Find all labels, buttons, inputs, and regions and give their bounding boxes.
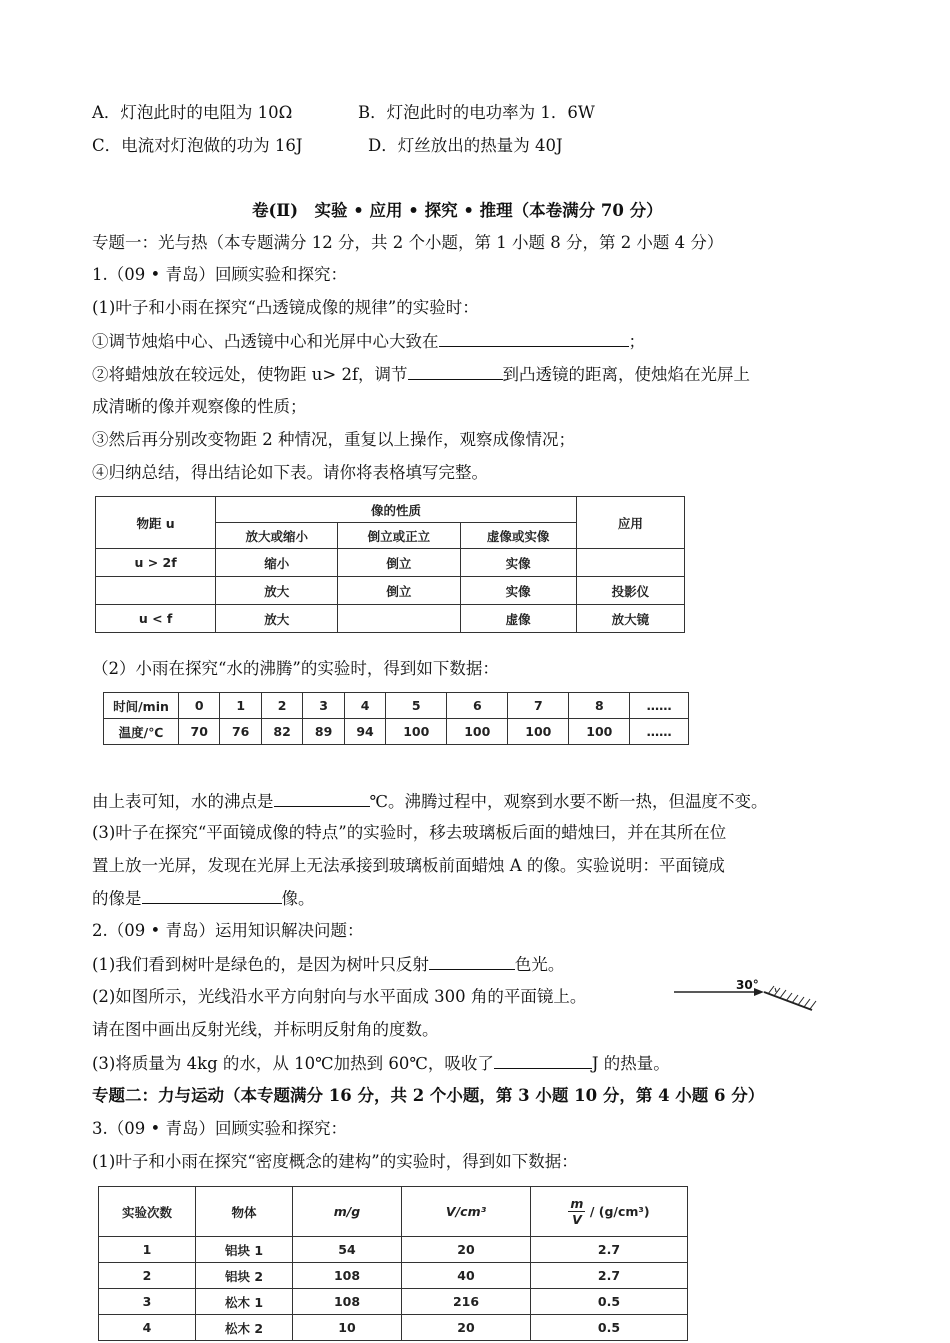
q2-part1-text: (1)我们看到树叶是绿色的，是因为树叶只反射 xyxy=(92,955,429,974)
topic1-heading: 专题一：光与热（本专题满分 12 分，共 2 个小题，第 1 小题 8 分，第 2 小题 4 分） xyxy=(92,233,724,252)
ratio-unit: / (g/cm³) xyxy=(589,1204,650,1219)
table-cell[interactable] xyxy=(338,605,460,633)
answer-blank[interactable] xyxy=(274,790,370,807)
boil-table xyxy=(103,692,689,745)
table-cell: 54 xyxy=(293,1237,402,1263)
boil-temp-label: 温度/℃ xyxy=(104,719,179,745)
answer-blank[interactable] xyxy=(439,330,629,347)
angle-label: 30° xyxy=(736,978,759,992)
table-cell: …… xyxy=(630,719,689,745)
lens-table xyxy=(95,496,685,633)
q1-part3-end: 像。 xyxy=(281,889,315,908)
ratio-fraction xyxy=(568,1196,585,1227)
table-cell: 倒立 xyxy=(338,577,460,605)
q1-step2-text: ②将蜡烛放在较远处，使物距 u> 2f，调节 xyxy=(92,365,408,384)
table-cell: 放大 xyxy=(216,605,338,633)
table-cell: 0.5 xyxy=(531,1315,688,1341)
density-h-no: 实验次数 xyxy=(99,1187,196,1237)
q1-part1: (1)叶子和小雨在探究“凸透镜成像的规律”的实验时： xyxy=(92,298,479,317)
table-cell: 2 xyxy=(261,693,302,719)
table-cell: 松木 2 xyxy=(196,1315,293,1341)
option-b: B．灯泡此时的电功率为 1．6W xyxy=(358,103,595,122)
table-row xyxy=(99,1315,688,1341)
table-cell: 松木 1 xyxy=(196,1289,293,1315)
option-d: D．灯丝放出的热量为 40J xyxy=(368,136,563,155)
table-cell: 8 xyxy=(569,693,630,719)
q3-title: 3.（09 • 青岛）回顾实验和探究： xyxy=(92,1119,347,1138)
q2-part3 xyxy=(92,1052,670,1075)
q1-part3-text: 的像是 xyxy=(92,889,142,908)
table-cell: 2 xyxy=(99,1263,196,1289)
table-cell: 82 xyxy=(261,719,302,745)
option-a: A．灯泡此时的电阻为 10Ω xyxy=(92,103,293,122)
q2-part3-end: J 的热量。 xyxy=(591,1054,670,1073)
lens-h-orient: 倒立或正立 xyxy=(338,523,460,549)
table-cell: 铝块 2 xyxy=(196,1263,293,1289)
lens-h-property: 像的性质 xyxy=(216,497,577,523)
density-h-m: m/g xyxy=(293,1187,402,1237)
q2-title: 2.（09 • 青岛）运用知识解决问题： xyxy=(92,921,364,940)
ratio-den: V xyxy=(572,1212,582,1227)
table-cell: 0.5 xyxy=(531,1289,688,1315)
table-cell: u > 2f xyxy=(96,549,216,577)
table-cell: 89 xyxy=(303,719,344,745)
table-row xyxy=(99,1237,688,1263)
q1-step2-cont: 成清晰的像并观察像的性质； xyxy=(92,397,307,416)
table-cell: 4 xyxy=(99,1315,196,1341)
q1-boil-result xyxy=(92,790,767,813)
q2-part3-text: (3)将质量为 4kg 的水，从 10℃加热到 60℃，吸收了 xyxy=(92,1054,494,1073)
table-row xyxy=(104,719,689,745)
topic2-heading: 专题二：力与运动（本专题满分 16 分，共 2 个小题，第 3 小题 10 分，第 4 小题 6 分） xyxy=(92,1086,765,1105)
density-h-v: V/cm³ xyxy=(402,1187,531,1237)
table-cell: 216 xyxy=(402,1289,531,1315)
lens-h-type: 虚像或实像 xyxy=(460,523,576,549)
table-cell[interactable] xyxy=(96,577,216,605)
table-cell: 2.7 xyxy=(531,1263,688,1289)
table-cell: 70 xyxy=(179,719,220,745)
section-title: 卷(Ⅱ) 实验 • 应用 • 探究 • 推理（本卷满分 70 分） xyxy=(252,201,663,220)
density-h-ratio xyxy=(531,1187,688,1237)
table-cell: 6 xyxy=(447,693,508,719)
q2-part1-end: 色光。 xyxy=(514,955,565,974)
density-h-obj: 物体 xyxy=(196,1187,293,1237)
q1-title: 1.（09 • 青岛）回顾实验和探究： xyxy=(92,265,347,284)
q1-step1-text: ①调节烛焰中心、凸透镜中心和光屏中心大致在 xyxy=(92,332,439,351)
answer-blank[interactable] xyxy=(142,887,282,904)
table-cell: 2.7 xyxy=(531,1237,688,1263)
table-cell: 投影仪 xyxy=(576,577,684,605)
table-row xyxy=(99,1289,688,1315)
q1-boil-text: 由上表可知，水的沸点是 xyxy=(92,792,274,811)
q1-part3-line3 xyxy=(92,887,315,910)
q1-step3: ③然后再分别改变物距 2 种情况，重复以上操作，观察成像情况； xyxy=(92,430,575,449)
table-cell: 4 xyxy=(344,693,385,719)
table-cell: 108 xyxy=(293,1289,402,1315)
q1-boil-text2: ℃。沸腾过程中，观察到水要不断一热，但温度不变。 xyxy=(369,792,768,811)
q1-step1 xyxy=(92,330,645,353)
q1-part3-line2: 置上放一光屏，发现在光屏上无法承接到玻璃板前面蜡烛 A 的像。实验说明：平面镜成 xyxy=(92,856,725,875)
table-cell: 实像 xyxy=(460,549,576,577)
table-cell: u < f xyxy=(96,605,216,633)
table-cell: 实像 xyxy=(460,577,576,605)
density-table xyxy=(98,1186,688,1341)
option-c: C．电流对灯泡做的功为 16J xyxy=(92,136,303,155)
mirror-line xyxy=(764,992,812,1010)
table-cell: 100 xyxy=(508,719,569,745)
table-cell: 20 xyxy=(402,1315,531,1341)
lens-h-application: 应用 xyxy=(576,497,684,549)
q2-part2: (2)如图所示，光线沿水平方向射向与水平面成 300 角的平面镜上。 xyxy=(92,987,587,1006)
table-cell: 100 xyxy=(447,719,508,745)
q1-part2: （2）小雨在探究“水的沸腾”的实验时，得到如下数据： xyxy=(92,659,499,678)
table-row xyxy=(104,693,689,719)
table-cell: 缩小 xyxy=(216,549,338,577)
table-cell: 3 xyxy=(99,1289,196,1315)
q1-part3-line1: (3)叶子在探究“平面镜成像的特点”的实验时，移去玻璃板后面的蜡烛曰，并在其所在位 xyxy=(92,823,727,842)
table-cell: 94 xyxy=(344,719,385,745)
lens-h-size: 放大或缩小 xyxy=(216,523,338,549)
table-cell: 1 xyxy=(220,693,261,719)
table-cell[interactable] xyxy=(576,549,684,577)
table-cell: 100 xyxy=(386,719,447,745)
q1-step4: ④归纳总结，得出结论如下表。请你将表格填写完整。 xyxy=(92,463,488,482)
table-cell: 0 xyxy=(179,693,220,719)
q1-step2 xyxy=(92,363,750,386)
q2-part2-cont: 请在图中画出反射光线，并标明反射角的度数。 xyxy=(92,1020,439,1039)
table-cell: 100 xyxy=(569,719,630,745)
lens-h-distance: 物距 u xyxy=(96,497,216,549)
q3-part1: (1)叶子和小雨在探究“密度概念的建构”的实验时，得到如下数据： xyxy=(92,1152,578,1171)
answer-blank[interactable] xyxy=(408,363,503,380)
table-cell: 10 xyxy=(293,1315,402,1341)
table-cell: 铝块 1 xyxy=(196,1237,293,1263)
table-cell: 放大镜 xyxy=(576,605,684,633)
table-cell: …… xyxy=(630,693,689,719)
table-cell: 7 xyxy=(508,693,569,719)
boil-time-label: 时间/min xyxy=(104,693,179,719)
q1-step2-text2: 到凸透镜的距离，使烛焰在光屏上 xyxy=(502,365,751,384)
table-cell: 放大 xyxy=(216,577,338,605)
table-cell: 1 xyxy=(99,1237,196,1263)
table-cell: 40 xyxy=(402,1263,531,1289)
table-cell: 3 xyxy=(303,693,344,719)
answer-blank[interactable] xyxy=(429,953,515,970)
table-row xyxy=(96,549,685,577)
table-cell: 108 xyxy=(293,1263,402,1289)
q1-step1-end: ； xyxy=(628,332,645,351)
table-row xyxy=(96,605,685,633)
table-cell: 76 xyxy=(220,719,261,745)
table-cell: 虚像 xyxy=(460,605,576,633)
table-row xyxy=(96,577,685,605)
table-row xyxy=(99,1263,688,1289)
q2-part1 xyxy=(92,953,564,976)
ratio-num: m xyxy=(570,1196,584,1211)
angle-arc xyxy=(775,988,776,992)
table-cell: 倒立 xyxy=(338,549,460,577)
answer-blank[interactable] xyxy=(494,1052,592,1069)
table-cell: 20 xyxy=(402,1237,531,1263)
table-cell: 5 xyxy=(386,693,447,719)
